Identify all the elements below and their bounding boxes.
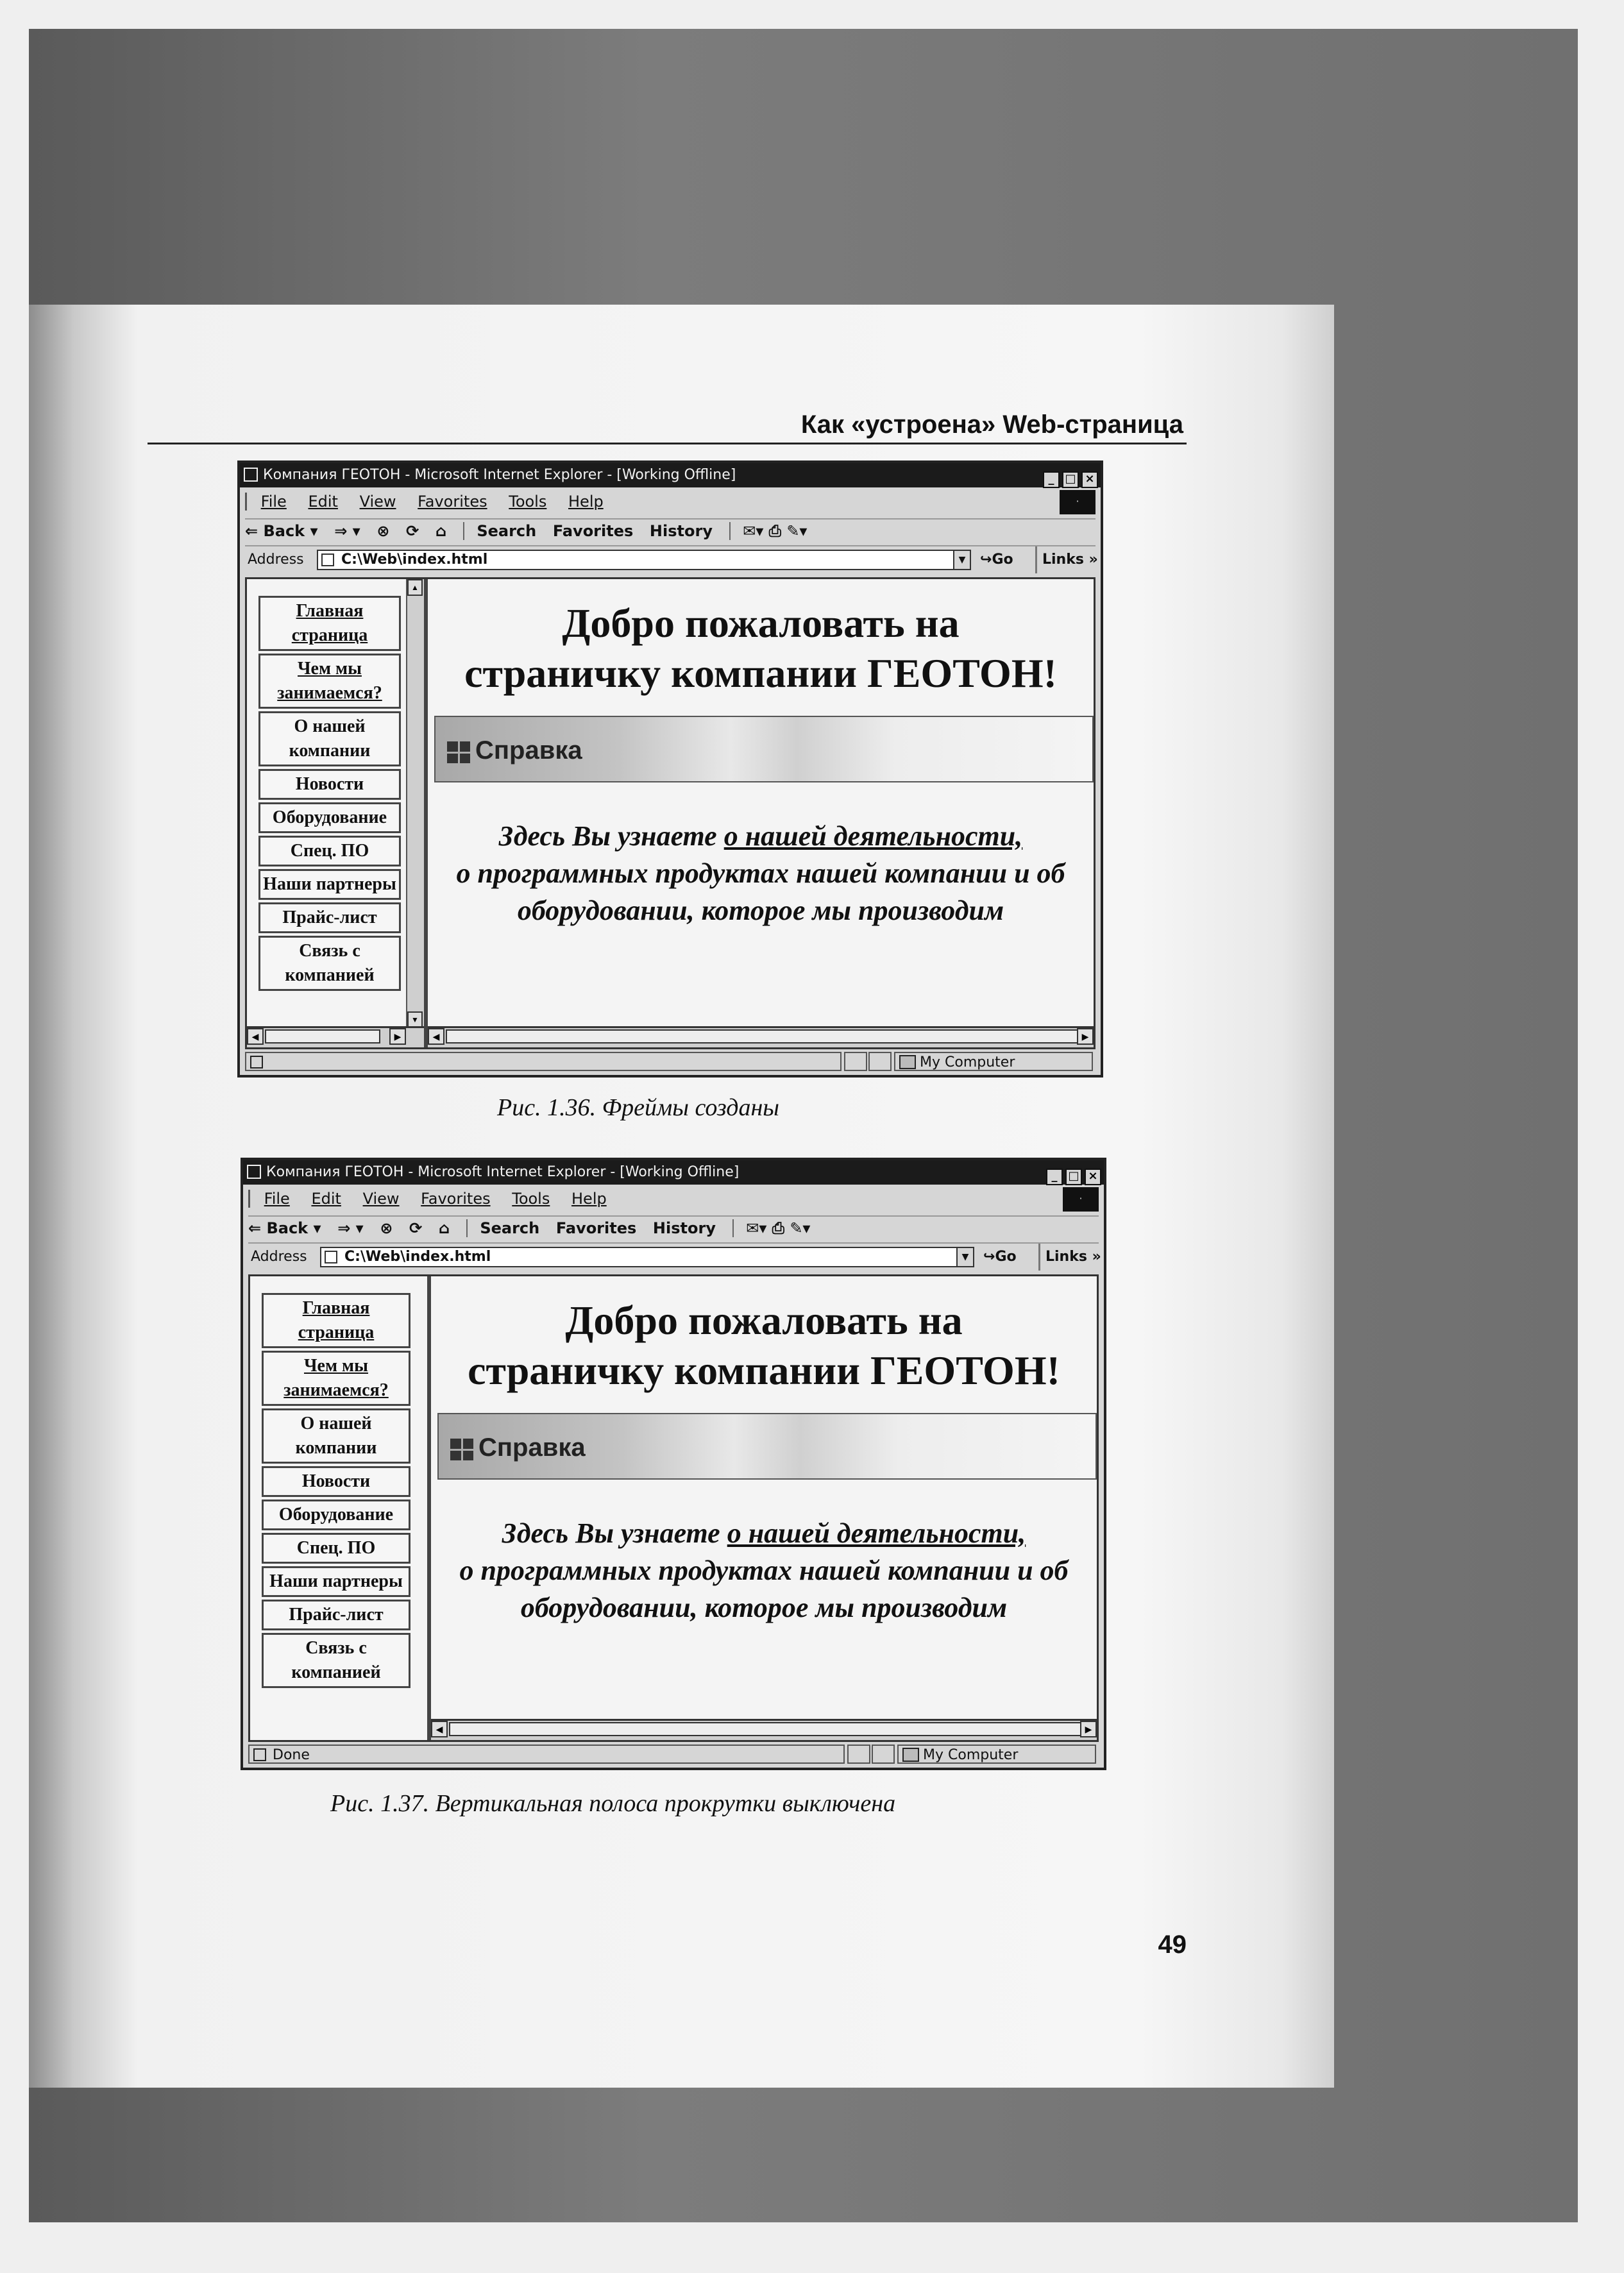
nav-list (262, 1293, 410, 1691)
nav-item[interactable]: Связь с компанией (262, 1633, 410, 1688)
welcome-line-2: страничку компании ГЕОТОН! (468, 1348, 1060, 1393)
ie-icon (247, 1165, 261, 1179)
menu-tools[interactable]: Tools (509, 493, 547, 511)
maximize-button[interactable]: □ (1062, 471, 1079, 488)
forward-button[interactable]: ⇒ ▾ (334, 522, 360, 540)
address-bar (248, 1242, 1099, 1271)
menu-favorites[interactable]: Favorites (418, 493, 487, 511)
nav-item[interactable]: Главная страница (262, 1293, 410, 1348)
home-button[interactable]: ⌂ (438, 1219, 450, 1237)
zone-label: My Computer (920, 1054, 1015, 1070)
nav-list (258, 596, 401, 993)
navigation-frame (247, 579, 428, 1047)
content-horizontal-scrollbar[interactable] (428, 1026, 1094, 1047)
scroll-right-icon[interactable]: ▶ (1077, 1028, 1094, 1045)
computer-icon (902, 1748, 919, 1762)
address-dropdown-icon[interactable]: ▼ (953, 550, 971, 570)
back-button[interactable]: ⇐ Back ▾ (245, 522, 318, 540)
toolbar-separator (466, 1219, 468, 1237)
close-button[interactable]: × (1081, 471, 1098, 488)
nav-item[interactable]: Наши партнеры (258, 869, 401, 900)
nav-item[interactable]: Чем мы занимаемся? (258, 654, 401, 709)
maximize-button[interactable]: □ (1065, 1169, 1082, 1185)
frameset (248, 1274, 1099, 1742)
menu-help[interactable]: Help (571, 1190, 607, 1208)
frameset (245, 577, 1095, 1049)
go-button[interactable]: ↪Go (980, 552, 1013, 568)
intro-after: о программных продуктах нашей компании и об оборудовании, которое мы производим (456, 858, 1065, 926)
intro-before: Здесь Вы узнаете (498, 820, 724, 852)
intro-text (431, 1515, 1097, 1627)
minimize-button[interactable]: _ (1043, 471, 1060, 488)
welcome-line-2: страничку компании ГЕОТОН! (464, 650, 1057, 696)
favorites-button[interactable]: Favorites (555, 1219, 637, 1237)
address-dropdown-icon[interactable]: ▼ (956, 1247, 974, 1267)
content-frame (431, 1276, 1097, 1740)
navigation-frame (250, 1276, 431, 1740)
menu-edit[interactable]: Edit (311, 1190, 341, 1208)
status-cell (844, 1052, 867, 1071)
intro-after: о программных продуктах нашей компании и об оборудовании, которое мы производим (459, 1555, 1069, 1623)
nav-item[interactable]: О нашей компании (262, 1408, 410, 1464)
menu-tools[interactable]: Tools (512, 1190, 550, 1208)
windows-logo-icon (450, 1439, 473, 1460)
search-button[interactable]: Search (477, 522, 537, 540)
menu-favorites[interactable]: Favorites (421, 1190, 491, 1208)
scroll-down-icon[interactable]: ▼ (407, 1011, 423, 1028)
status-cell (872, 1745, 895, 1764)
page-status-icon (253, 1748, 266, 1761)
header-rule (148, 443, 1187, 444)
scroll-thumb[interactable] (446, 1029, 1081, 1044)
address-bar (245, 545, 1098, 573)
nav-horizontal-scrollbar[interactable] (247, 1026, 424, 1047)
address-value: C:\Web\index.html (344, 1249, 491, 1265)
scroll-thumb[interactable] (449, 1722, 1084, 1736)
scroll-right-icon[interactable]: ▶ (389, 1028, 406, 1045)
mail-print-edit-icons[interactable]: ✉▾ ⎙ ✎▾ (743, 522, 808, 540)
nav-item[interactable]: Чем мы занимаемся? (262, 1351, 410, 1406)
title-bar (243, 1160, 1104, 1185)
status-cell (868, 1052, 892, 1071)
window-controls (1044, 1163, 1101, 1188)
toolbar-grip (245, 493, 247, 511)
mail-print-edit-icons[interactable]: ✉▾ ⎙ ✎▾ (746, 1219, 811, 1237)
nav-item[interactable]: О нашей компании (258, 711, 401, 766)
browser-window-fig-1-37 (241, 1158, 1106, 1770)
page-icon (325, 1251, 337, 1263)
history-button[interactable]: History (652, 1219, 716, 1237)
scroll-left-icon[interactable]: ◀ (247, 1028, 264, 1045)
go-button[interactable]: ↪Go (983, 1249, 1017, 1265)
ie-icon (244, 468, 258, 482)
nav-item[interactable]: Новости (258, 769, 401, 800)
scroll-thumb[interactable] (265, 1029, 380, 1044)
toolbar-separator (732, 1219, 734, 1237)
status-text-panel (245, 1052, 842, 1071)
page-icon (321, 553, 334, 566)
computer-icon (899, 1055, 916, 1069)
address-label: Address (248, 552, 304, 568)
search-button[interactable]: Search (480, 1219, 540, 1237)
address-value: C:\Web\index.html (341, 552, 488, 568)
standard-toolbar (248, 1215, 1099, 1240)
go-label: Go (995, 1249, 1017, 1265)
nav-item[interactable]: Связь с компанией (258, 936, 401, 991)
back-button[interactable]: ⇐ Back ▾ (248, 1219, 321, 1237)
nav-vertical-scrollbar[interactable] (406, 579, 424, 1028)
content-frame (428, 579, 1094, 1047)
refresh-button[interactable]: ⟳ (406, 522, 419, 540)
links-button[interactable]: Links » (1038, 1244, 1101, 1271)
scroll-right-icon[interactable]: ▶ (1080, 1721, 1097, 1737)
ie-throbber-logo: · (1060, 490, 1095, 514)
nav-item[interactable]: Прайс-лист (262, 1600, 410, 1630)
menu-bar (248, 1187, 1099, 1210)
figure-caption-1-37: Рис. 1.37. Вертикальная полоса прокрутки выключена (330, 1790, 896, 1817)
nav-item[interactable]: Новости (262, 1466, 410, 1497)
zone-label: My Computer (923, 1747, 1019, 1763)
activity-link[interactable]: о нашей деятельности, (723, 820, 1023, 852)
favorites-button[interactable]: Favorites (552, 522, 634, 540)
toolbar-separator (729, 522, 731, 540)
nav-item[interactable]: Оборудование (262, 1500, 410, 1530)
page-number: 49 (1158, 1931, 1187, 1959)
figure-caption-1-36: Рис. 1.36. Фреймы созданы (497, 1094, 780, 1121)
scroll-left-icon[interactable]: ◀ (428, 1028, 444, 1045)
nav-item[interactable]: Прайс-лист (258, 902, 401, 933)
standard-toolbar (245, 518, 1095, 543)
running-head: Как «устроена» Web-страница (800, 410, 1183, 439)
status-bar (248, 1745, 1099, 1765)
toolbar-grip (248, 1190, 250, 1208)
links-button[interactable]: Links » (1035, 546, 1098, 573)
window-title: Компания ГЕОТОН - Microsoft Internet Explorer - [Working Offline] (266, 1164, 740, 1180)
welcome-line-1: Добро пожаловать на (565, 1297, 963, 1343)
close-button[interactable]: × (1085, 1169, 1101, 1185)
menu-view[interactable]: View (359, 493, 396, 511)
menu-edit[interactable]: Edit (308, 493, 338, 511)
security-zone-panel (894, 1052, 1093, 1071)
stop-button[interactable]: ⊗ (376, 522, 390, 540)
nav-item[interactable]: Наши партнеры (262, 1566, 410, 1597)
nav-item[interactable]: Спец. ПО (258, 836, 401, 866)
welcome-line-1: Добро пожаловать на (562, 600, 960, 646)
forward-button[interactable]: ⇒ ▾ (337, 1219, 364, 1237)
window-title: Компания ГЕОТОН - Microsoft Internet Explorer - [Working Offline] (263, 467, 736, 483)
browser-window-fig-1-36 (237, 461, 1103, 1077)
window-controls (1040, 466, 1098, 491)
history-button[interactable]: History (649, 522, 713, 540)
security-zone-panel (897, 1745, 1096, 1764)
intro-before: Здесь Вы узнаете (502, 1517, 727, 1549)
stop-button[interactable]: ⊗ (380, 1219, 393, 1237)
menu-view[interactable]: View (362, 1190, 400, 1208)
status-bar (245, 1052, 1095, 1072)
address-input[interactable] (317, 550, 971, 570)
home-button[interactable]: ⌂ (435, 522, 447, 540)
status-text: Done (273, 1747, 310, 1763)
page-status-icon (250, 1056, 263, 1069)
welcome-heading (428, 598, 1094, 698)
windows-logo-icon (447, 741, 470, 763)
title-bar (240, 463, 1101, 487)
nav-item[interactable]: Оборудование (258, 802, 401, 833)
menu-file[interactable]: File (264, 1190, 290, 1208)
refresh-button[interactable]: ⟳ (409, 1219, 423, 1237)
content-horizontal-scrollbar[interactable] (431, 1719, 1097, 1740)
go-label: Go (992, 552, 1013, 568)
intro-text (428, 818, 1094, 929)
minimize-button[interactable]: _ (1046, 1169, 1063, 1185)
menu-help[interactable]: Help (568, 493, 604, 511)
nav-item[interactable]: Главная страница (258, 596, 401, 651)
scroll-left-icon[interactable]: ◀ (431, 1721, 448, 1737)
toolbar-separator (463, 522, 464, 540)
scroll-up-icon[interactable]: ▲ (407, 579, 423, 596)
nav-item[interactable]: Спец. ПО (262, 1533, 410, 1564)
ie-throbber-logo: · (1063, 1187, 1099, 1212)
welcome-heading (431, 1296, 1097, 1396)
menu-bar (245, 490, 1095, 513)
activity-link[interactable]: о нашей деятельности, (727, 1517, 1026, 1549)
help-banner (434, 716, 1094, 782)
help-banner (437, 1413, 1097, 1480)
address-label: Address (251, 1249, 307, 1265)
help-label: Справка (475, 736, 582, 765)
status-text-panel (248, 1745, 845, 1764)
menu-file[interactable]: File (260, 493, 287, 511)
status-cell (847, 1745, 870, 1764)
help-label: Справка (478, 1433, 586, 1462)
address-input[interactable] (320, 1247, 974, 1267)
